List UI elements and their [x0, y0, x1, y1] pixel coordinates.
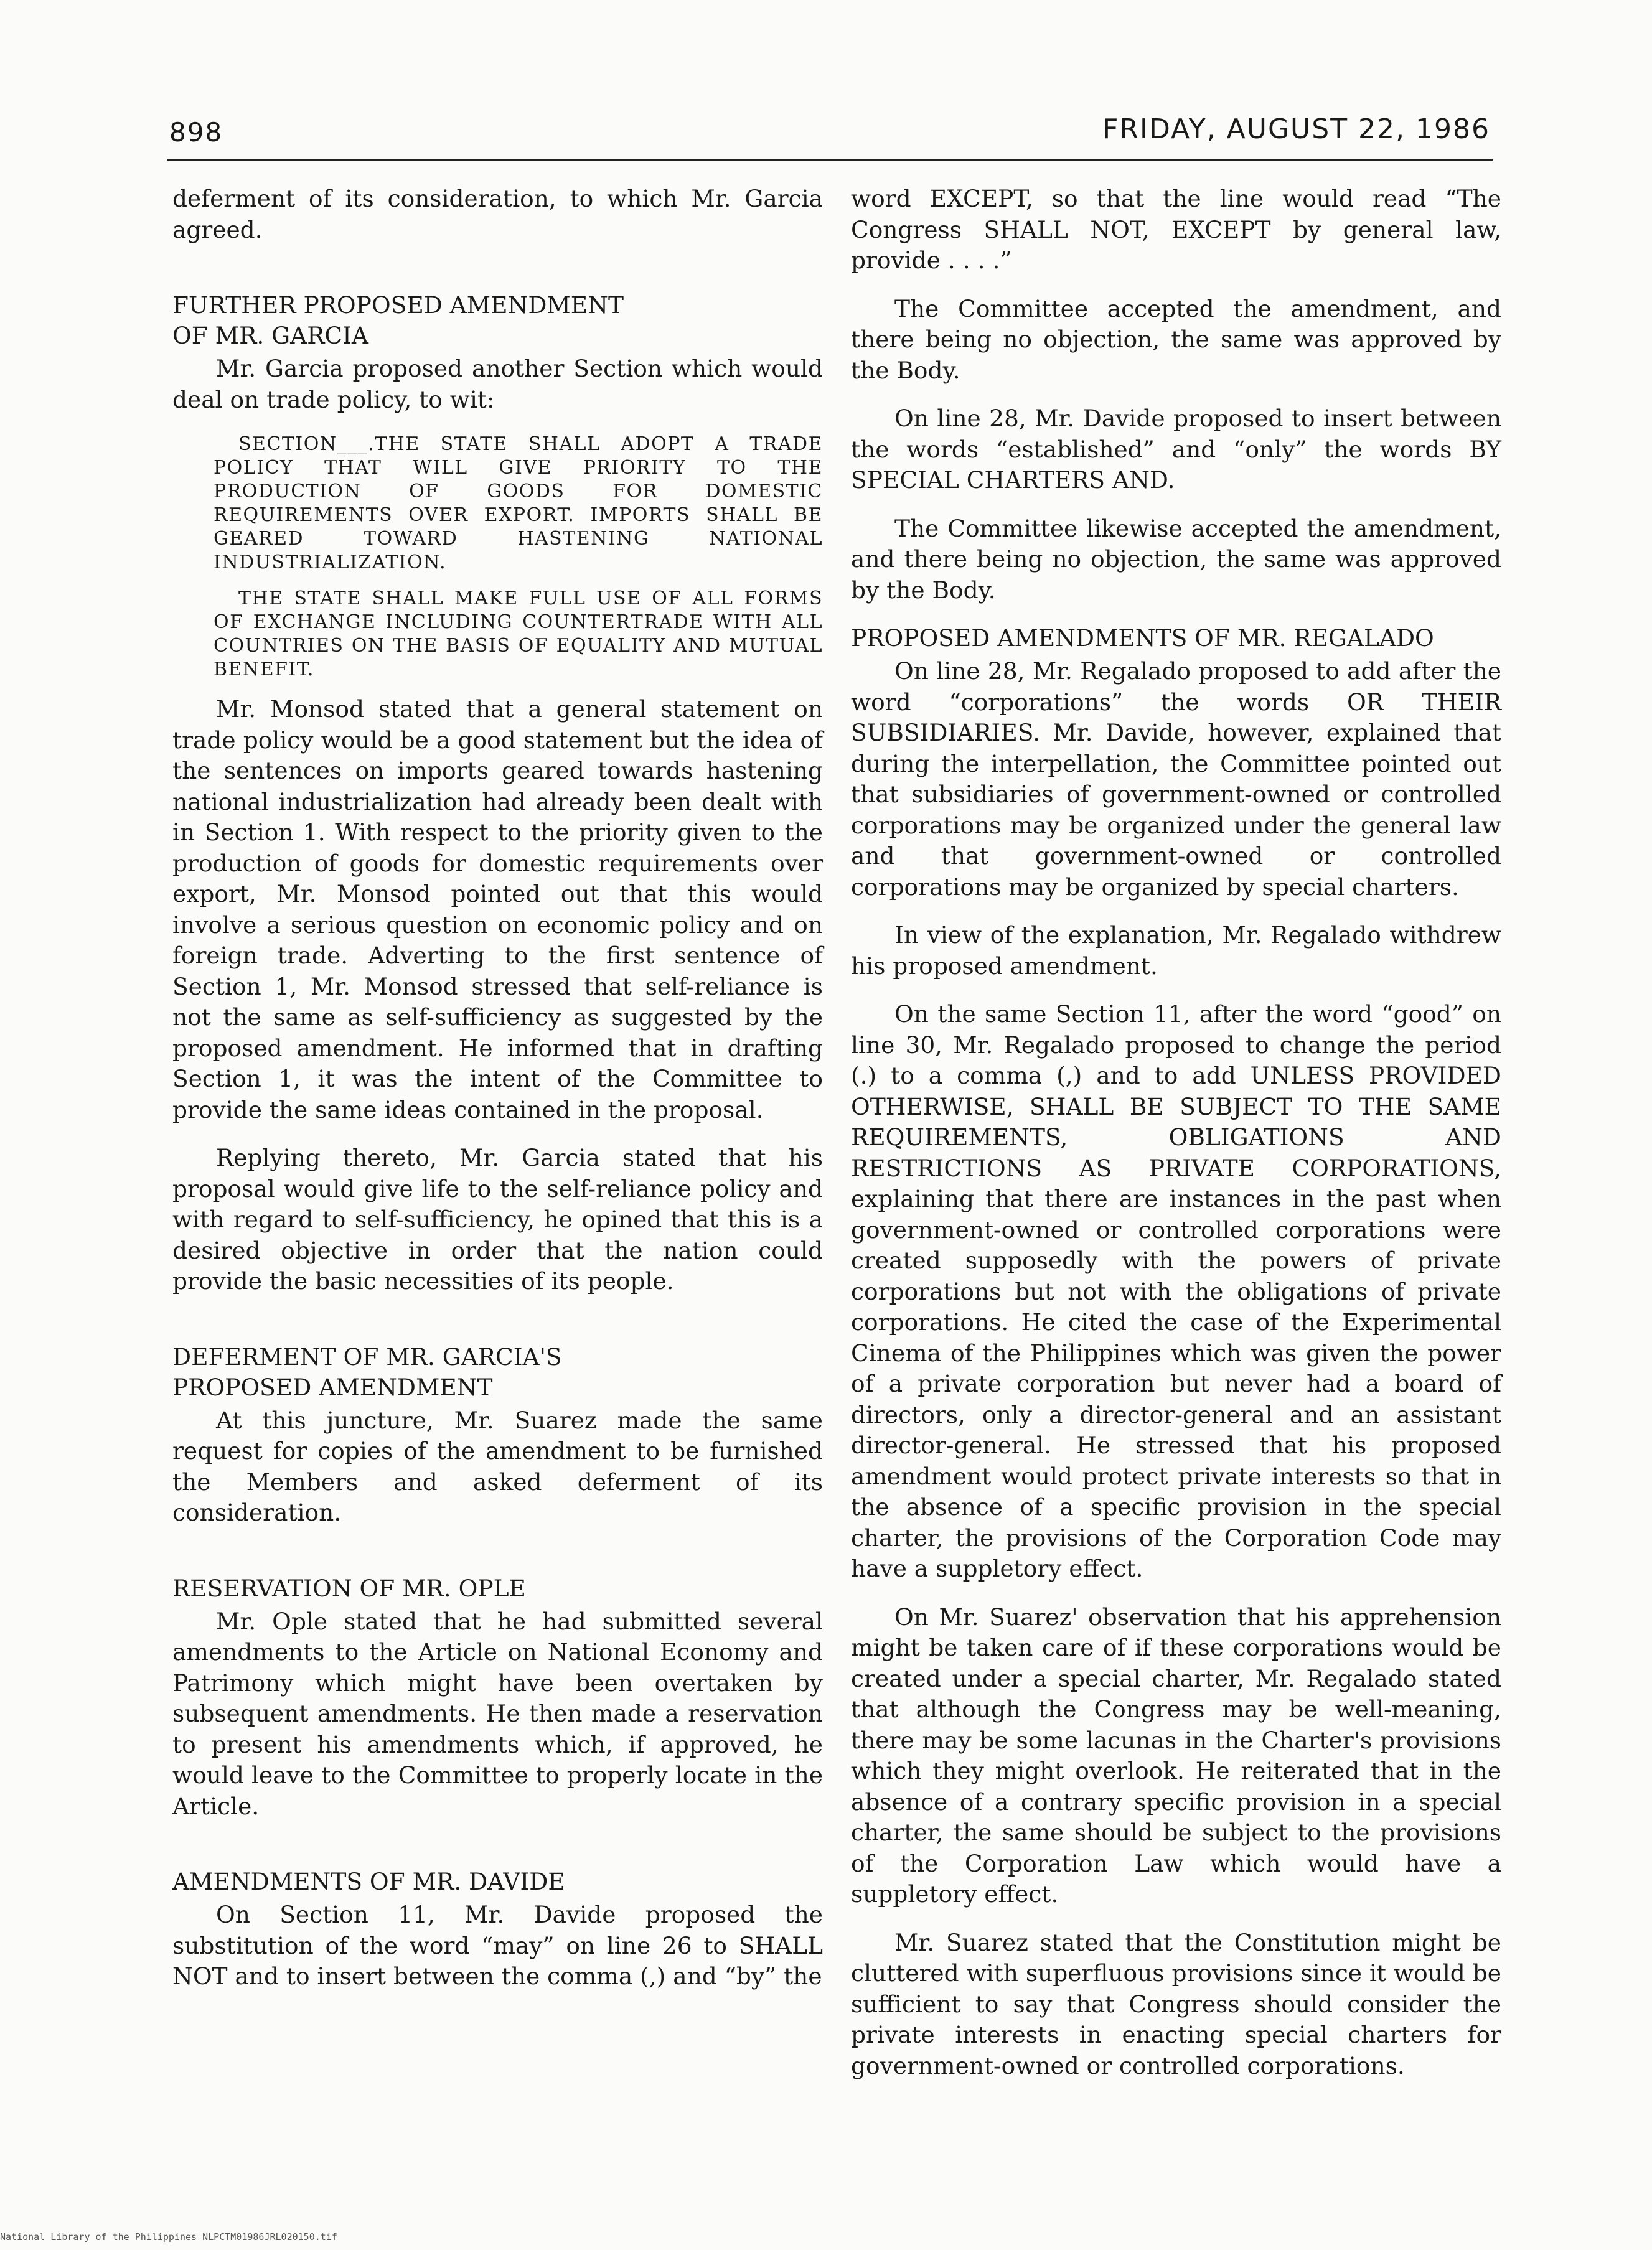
section-heading: PROPOSED AMENDMENTS OF MR. REGALADO — [851, 624, 1434, 652]
paragraph: The Committee accepted the amendment, and there being no objection, the same was approved by the Body. — [851, 294, 1501, 384]
section-heading: AMENDMENTS OF MR. DAVIDE — [172, 1868, 565, 1895]
section-heading — [172, 1342, 823, 1403]
paragraph: On the same Section 11, after the word “good” on line 30, Mr. Regalado proposed to change the period (.) to a comma (,) and to add UNLESS PROVIDED OTHERWISE, SHALL BE SUBJECT TO THE SAME REQUIREMENTS, OBLIGATIONS AND RESTRICTIONS AS PRIVATE CORPORATIONS, explaining that there are instances in the past when government-owned or controlled corporations were created supposedly with the powers of private corporations but not with the obligations of private corporations. He cited the case of the Experimental Cinema of the Philippines which was given the power of a private corporation but never had a board of directors, only a director-general and an assistant director-general. He stressed that his proposed amendment would protect private interests so that in the absence of a specific provision in the special charter, the provisions of the Corporation Code may have a suppletory effect. — [851, 1000, 1501, 1582]
header-rule — [167, 159, 1493, 161]
paragraph: word EXCEPT, so that the line would read “The Congress SHALL NOT, EXCEPT by general law, provide . . . .” — [851, 185, 1501, 274]
section-heading — [172, 290, 823, 351]
paragraph: On Section 11, Mr. Davide proposed the substitution of the word “may” on line 26 to SHALL NOT and to insert between the comma (,) and “by” the — [172, 1901, 823, 1990]
paragraph: Mr. Suarez stated that the Constitution might be cluttered with superfluous provisions since it would be sufficient to say that Congress should consider the private interests in enacting special charters for government-owned or controlled corporations. — [851, 1928, 1501, 2079]
paragraph: On line 28, Mr. Regalado proposed to add after the word “corporations” the words OR THEIR SUBSIDIARIES. Mr. Davide, however, explained that during the interpellation, the Committee pointed out that subsidiaries of government-owned or controlled corporations may be organized under the general law and that government-owned or controlled corporations may be organized by special charters. — [851, 657, 1501, 901]
quoted-provision: THE STATE SHALL MAKE FULL USE OF ALL FORMS OF EXCHANGE INCLUDING COUNTERTRADE WITH ALL COUNTRIES ON THE BASIS OF EQUALITY AND MUTUAL BENEFIT. — [214, 588, 823, 680]
paragraph: Mr. Garcia proposed another Section which would deal on trade policy, to wit: — [172, 355, 823, 413]
right-column — [851, 184, 1501, 2099]
paragraph: At this juncture, Mr. Suarez made the same request for copies of the amendment to be furnished the Members and asked deferment of its consideration. — [172, 1406, 823, 1526]
heading-line: OF MR. GARCIA — [172, 322, 369, 349]
paragraph: Mr. Ople stated that he had submitted several amendments to the Article on National Economy and Patrimony which might have been overtaken by subsequent amendments. He then made a reservation to present his amendments which, if approved, he would leave to the Committee to properly locate in the Article. — [172, 1607, 823, 1820]
paragraph: deferment of its consideration, to which Mr. Garcia agreed. — [172, 185, 823, 243]
paragraph: Mr. Monsod stated that a general statement on trade policy would be a good statement but the idea of the sentences on imports geared towards hastening national industrialization had already been dealt with in Section 1. With respect to the priority given to the production of goods for domestic requirements over export, Mr. Monsod pointed out that this would involve a serious question on economic policy and on foreign trade. Adverting to the first sentence of Section 1, Mr. Monsod stressed that self-reliance is not the same as self-sufficiency as suggested by the proposed amendment. He informed that in drafting Section 1, it was the intent of the Committee to provide the same ideas contained in the proposal. — [172, 695, 823, 1123]
scan-footer: National Library of the Philippines NLPCTM01986JRL020150.tif — [0, 2231, 337, 2243]
page-date: FRIDAY, AUGUST 22, 1986 — [1102, 113, 1490, 145]
page-number: 898 — [169, 117, 223, 148]
heading-line: PROPOSED AMENDMENT — [172, 1373, 493, 1401]
quoted-provision: SECTION___.THE STATE SHALL ADOPT A TRADE POLICY THAT WILL GIVE PRIORITY TO THE PRODUCTION OF GOODS FOR DOMESTIC REQUIREMENTS OVER EXPORT. IMPORTS SHALL BE GEARED TOWARD HASTENING NATIONAL INDUSTRIALIZATION. — [214, 433, 823, 573]
heading-line: FURTHER PROPOSED AMENDMENT — [172, 291, 624, 319]
paragraph: The Committee likewise accepted the amendment, and there being no objection, the same was approved by the Body. — [851, 514, 1501, 604]
heading-line: DEFERMENT OF MR. GARCIA'S — [172, 1343, 562, 1371]
paragraph: On Mr. Suarez' observation that his apprehension might be taken care of if these corporations would be created under a special charter, Mr. Regalado stated that although the Congress may be well-meaning, there may be some lacunas in the Charter's provisions which they might overlook. He reiterated that in the absence of a contrary specific provision in a special charter, the same should be subject to the provisions of the Corporation Law which would have a suppletory effect. — [851, 1603, 1501, 1908]
paragraph: On line 28, Mr. Davide proposed to insert between the words “established” and “only” the words BY SPECIAL CHARTERS AND. — [851, 405, 1501, 494]
section-heading: RESERVATION OF MR. OPLE — [172, 1574, 526, 1602]
left-column — [172, 184, 823, 2010]
paragraph: Replying thereto, Mr. Garcia stated that his proposal would give life to the self-reliance policy and with regard to self-sufficiency, he opined that this is a desired objective in order that the nation could provide the basic necessities of its people. — [172, 1144, 823, 1295]
paragraph: In view of the explanation, Mr. Regalado withdrew his proposed amendment. — [851, 921, 1501, 980]
